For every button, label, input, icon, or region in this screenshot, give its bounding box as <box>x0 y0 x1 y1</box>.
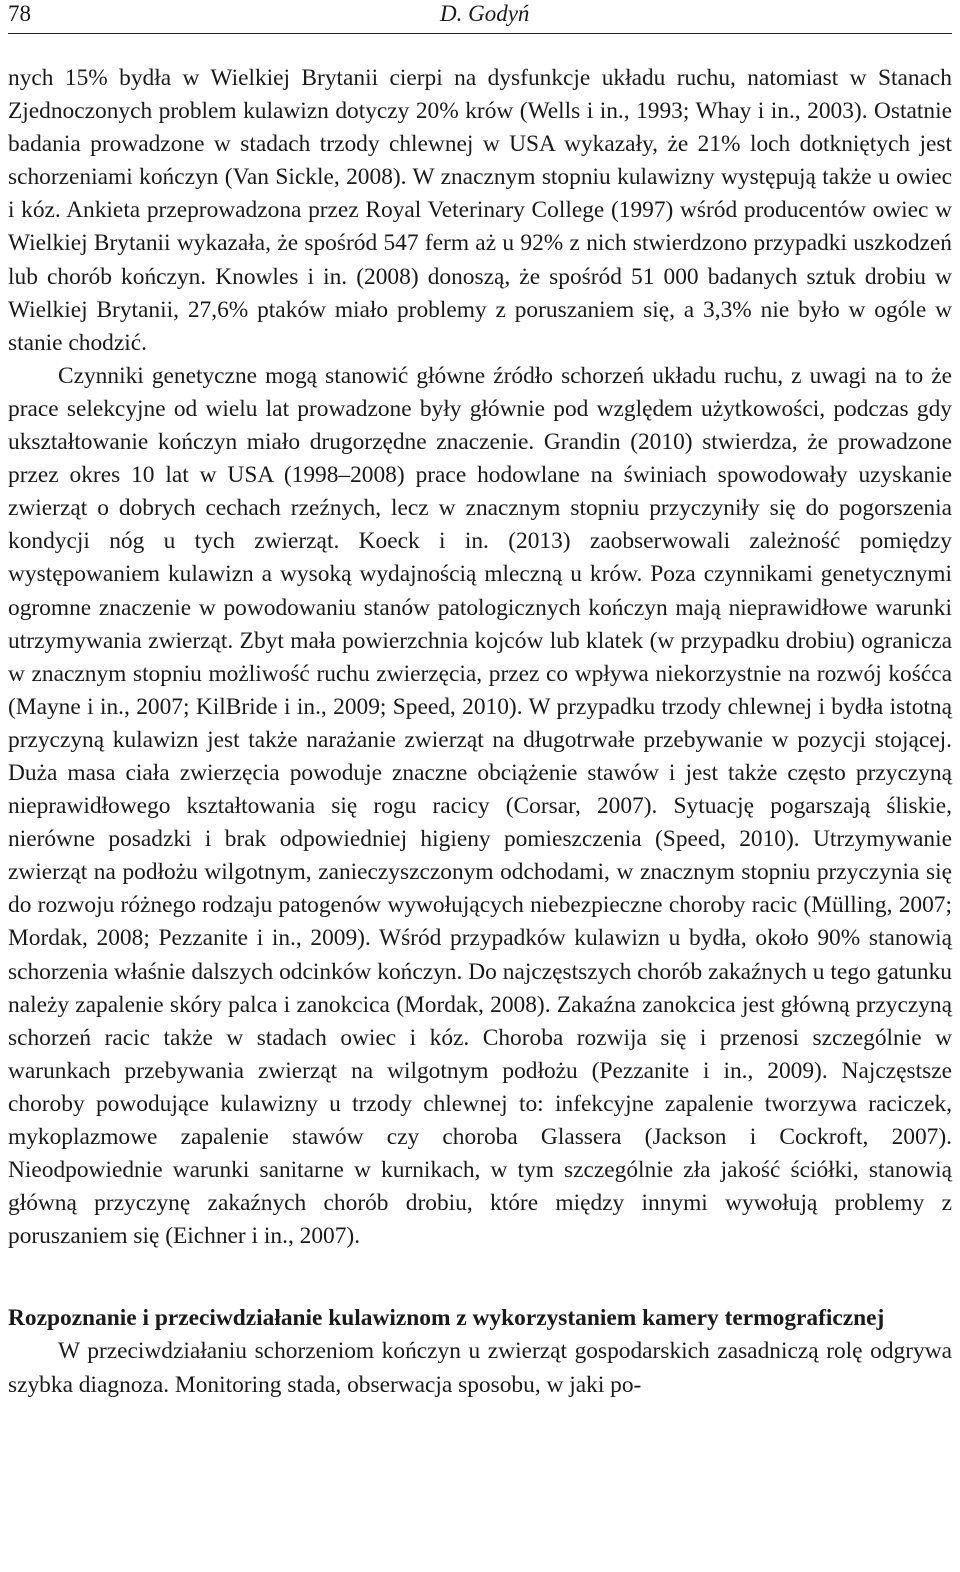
paragraph: nych 15% bydła w Wielkiej Brytanii cierpi na dysfunkcje układu ruchu, natomiast w Stanach Zjednoczonych problem kulawizn dotyczy 20% krów (Wells i in., 1993; Whay i in., 2003). Ostatnie badania prowadzone w stadach trzody chlewnej w USA wykazały, że 21% loch dotkniętych jest schorzeniami kończyn (Van Sickle, 2008). W znacznym stopniu kulawizny występują także u owiec i kóz. Ankieta przeprowadzona przez Royal Veterinary College (1997) wśród producentów owiec w Wielkiej Brytanii wykazała, że spośród 547 ferm aż u 92% z nich stwierdzono przypadki uszkodzeń lub chorób kończyn. Knowles i in. (2008) donoszą, że spośród 51 000 badanych sztuk drobiu w Wielkiej Brytanii, 27,6% ptaków miało problemy z poruszaniem się, a 3,3% nie było w ogóle w stanie chodzić. <box>8 65 952 356</box>
running-header <box>8 0 952 34</box>
section-paragraph: W przeciwdziałaniu schorzeniom kończyn u zwierząt gospodarskich zasadniczą rolę odgrywa szybka diagnoza. Monitoring stada, obserwacja sposobu, w jaki po- <box>8 1338 952 1398</box>
paragraph: Czynniki genetyczne mogą stanowić główne źródło schorzeń układu ruchu, z uwagi na to że prace selekcyjne od wielu lat prowadzone były głównie pod względem użytkowości, podczas gdy ukształtowanie kończyn miało drugorzędne znaczenie. Grandin (2010) stwierdza, że prowadzone przez okres 10 lat w USA (1998–2008) prace hodowlane na świniach spowodowały uzyskanie zwierząt o dobrych cechach rzeźnych, lecz w znacznym stopniu przyczyniły się do pogorszenia kondycji nóg u tych zwierząt. Koeck i in. (2013) zaobserwowali zależność pomiędzy występowaniem kulawizn a wysoką wydajnością mleczną u krów. Poza czynnikami genetycznymi ogromne znaczenie w powodowaniu stanów patologicznych kończyn mają nieprawidłowe warunki utrzymywania zwierząt. Zbyt mała powierzchnia kojców lub klatek (w przypadku drobiu) ogranicza w znacznym stopniu możliwość ruchu zwierzęcia, przez co wpływa niekorzystnie na rozwój kośćca (Mayne i in., 2007; KilBride i in., 2009; Speed, 2010). W przypadku trzody chlewnej i bydła istotną przyczyną kulawizn jest także narażanie zwierząt na długotrwałe przebywanie w pozycji stojącej. Duża masa ciała zwierzęcia powoduje znaczne obciążenie stawów i jest także często przyczyną nieprawidłowego kształtowania się rogu racicy (Corsar, 2007). Sytuację pogarszają śliskie, nierówne posadzki i brak odpowiedniej higieny pomieszczenia (Speed, 2010). Utrzymywanie zwierząt na podłożu wilgotnym, zanieczyszczonym odchodami, w znacznym stopniu przyczynia się do rozwoju różnego rodzaju patogenów wywołujących niebezpieczne choroby racic (Mülling, 2007; Mordak, 2008; Pezzanite i in., 2009). Wśród przypadków kulawizn u bydła, około 90% stanowią schorzenia właśnie dalszych odcinków kończyn. Do najczęstszych chorób zakaźnych u tego gatunku należy zapalenie skóry palca i zanokcica (Mordak, 2008). Zakaźna zanokcica jest główną przyczyną schorzeń racic także w stadach owiec i kóz. Choroba rozwija się i przenosi szczególnie w warunkach przebywania zwierząt na wilgotnym podłożu (Pezzanite i in., 2009). Najczęstsze choroby powodujące kulawizny u trzody chlewnej to: infekcyjne zapalenie tworzywa raciczek, mykoplazmowe zapalenie stawów czy choroba Glassera (Jackson i Cockroft, 2007). Nieodpowiednie warunki sanitarne w kurnikach, w tym szczególnie zła jakość ściółki, stanowią główną przyczynę zakaźnych chorób drobiu, które między innymi wywołują problemy z poruszaniem się (Eichner i in., 2007). <box>8 362 952 1250</box>
body-text <box>8 62 952 1253</box>
running-author: D. Godyń <box>440 1 530 26</box>
document-page <box>8 0 952 1402</box>
section-heading: Rozpoznanie i przeciwdziałanie kulawiznom z wykorzystaniem kamery termograficznej <box>8 1305 885 1332</box>
page-number: 78 <box>8 1 31 26</box>
